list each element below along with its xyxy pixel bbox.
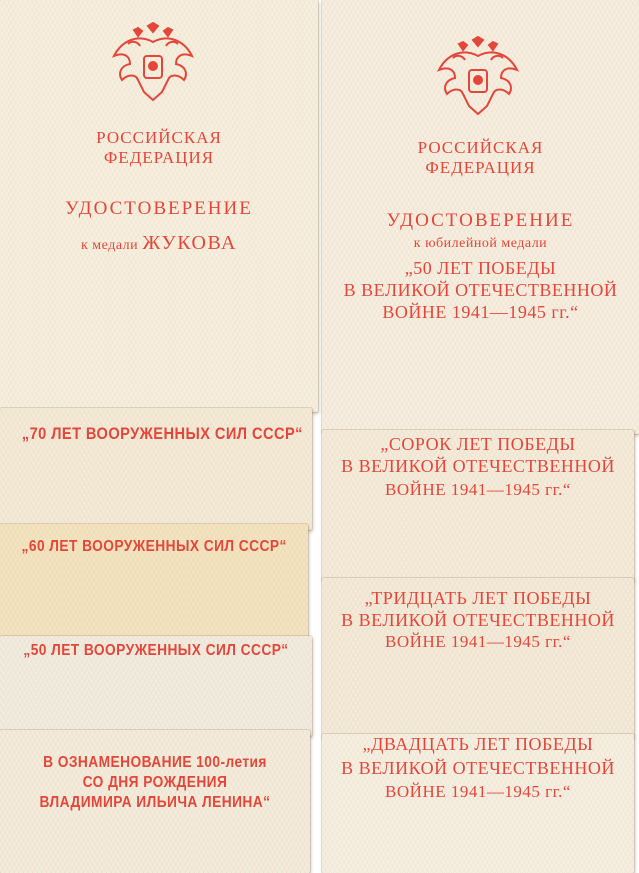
right-country-line2: ФЕДЕРАЦИЯ xyxy=(425,158,536,177)
right-cover-card xyxy=(322,0,639,434)
double-headed-eagle-emblem xyxy=(108,22,198,104)
left-card-lenin xyxy=(0,730,310,873)
left-lenin-line1: В ОЗНАМЕНОВАНИЕ 100-летия xyxy=(43,754,267,771)
left-lenin-line2: СО ДНЯ РОЖДЕНИЯ xyxy=(82,774,228,791)
right-medal-prefix: к юбилейной медали xyxy=(413,236,548,251)
left-medal-prefix: к медали xyxy=(81,238,139,253)
left-card-50-years xyxy=(0,636,312,736)
right-40-line2: В ВЕЛИКОЙ ОТЕЧЕСТВЕННОЙ xyxy=(341,456,615,476)
right-card-20-years xyxy=(322,734,634,873)
left-medal-line xyxy=(0,232,318,255)
right-medal-line1: „50 ЛЕТ ПОБЕДЫ xyxy=(404,258,557,278)
left-doc-title: УДОСТОВЕРЕНИЕ xyxy=(65,198,253,219)
right-30-line3: ВОЙНЕ 1941—1945 гг.“ xyxy=(385,632,571,651)
right-card-30-years xyxy=(322,578,634,738)
left-card-70-years xyxy=(0,408,312,530)
right-doc-title: УДОСТОВЕРЕНИЕ xyxy=(386,210,575,231)
left-lenin-line3: ВЛАДИМИРА ИЛЬИЧА ЛЕНИНА“ xyxy=(39,794,271,811)
double-headed-eagle-emblem xyxy=(433,36,523,118)
left-card-60-years xyxy=(0,524,308,642)
right-20-line1: „ДВАДЦАТЬ ЛЕТ ПОБЕДЫ xyxy=(362,734,594,754)
right-30-line2: В ВЕЛИКОЙ ОТЕЧЕСТВЕННОЙ xyxy=(341,610,615,630)
right-40-line3: ВОЙНЕ 1941—1945 гг.“ xyxy=(385,480,571,499)
left-card-70-line1: „70 ЛЕТ ВООРУЖЕННЫХ СИЛ СССР“ xyxy=(21,424,303,443)
left-card-50-line1: „50 ЛЕТ ВООРУЖЕННЫХ СИЛ СССР“ xyxy=(23,642,289,659)
right-medal-line2: В ВЕЛИКОЙ ОТЕЧЕСТВЕННОЙ xyxy=(343,280,618,300)
left-country-line1: РОССИЙСКАЯ xyxy=(96,128,222,147)
right-20-line2: В ВЕЛИКОЙ ОТЕЧЕСТВЕННОЙ xyxy=(341,758,615,778)
left-cover-card xyxy=(0,0,318,412)
right-card-40-years xyxy=(322,430,634,582)
left-card-60-line1: „60 ЛЕТ ВООРУЖЕННЫХ СИЛ СССР“ xyxy=(21,538,287,555)
left-country-line2: ФЕДЕРАЦИЯ xyxy=(103,148,215,167)
right-country-line1: РОССИЙСКАЯ xyxy=(417,138,544,157)
right-40-line1: „СОРОК ЛЕТ ПОБЕДЫ xyxy=(380,434,576,454)
right-30-line1: „ТРИДЦАТЬ ЛЕТ ПОБЕДЫ xyxy=(364,588,592,608)
right-20-line3: ВОЙНЕ 1941—1945 гг.“ xyxy=(385,782,571,801)
left-medal-name: ЖУКОВА xyxy=(142,232,237,254)
right-medal-line3: ВОЙНЕ 1941—1945 гг.“ xyxy=(382,302,579,322)
